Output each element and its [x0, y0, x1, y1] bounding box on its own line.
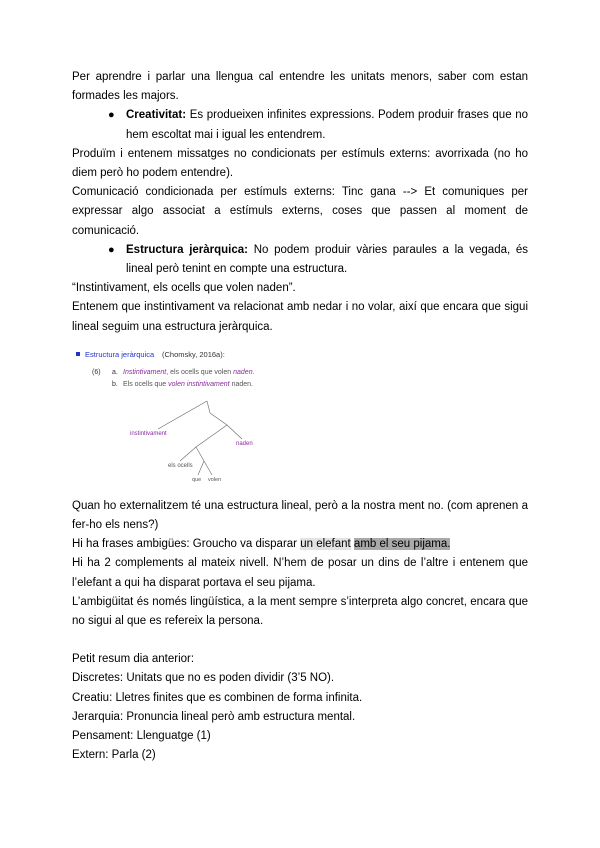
bullet-text: No podem produir vàries paraules a la vegada, és lineal però tenint en compte una estructura.: [126, 243, 529, 276]
example-a-sentence: [123, 369, 255, 376]
resum-item-jerarquia: Jerarquia: Pronuncia lineal però amb estructura mental.: [72, 710, 356, 723]
example-b-end: naden.: [229, 380, 253, 388]
resum-title: Petit resum dia anterior:: [72, 653, 195, 666]
example-b-italic: volen instintivament: [168, 380, 230, 388]
figure-label: Estructura jeràrquica: [85, 349, 155, 359]
highlight-un-elefant: un elefant: [300, 538, 351, 551]
ambiguitat-paragraph: L’ambigüitat és només lingüística, a la ment sempre s’interpreta algo concret, encara que no sigui al que es refereix la persona.: [72, 595, 528, 628]
bullet-dot-icon: ●: [108, 109, 115, 122]
resum-item-pensament: Pensament: Llenguatge (1): [72, 730, 211, 743]
example-a-italic: Instintivament: [123, 368, 167, 376]
example-b-letter: b.: [112, 380, 118, 388]
paragraph-gap: [72, 631, 528, 650]
bullet-term: Estructura jeràrquica:: [126, 243, 249, 256]
example-b-sentence: [123, 381, 253, 388]
resum-item-extern: Extern: Parla (2): [72, 749, 156, 762]
entenem-paragraph: Entenem que instintivament va relacionat amb nedar i no volar, així que encara que sigui lineal seguim una estructura jeràrquica.: [72, 301, 528, 333]
highlight-amb-el-seu-pijama: amb el seu pijama.: [353, 538, 451, 551]
tree-figure: [72, 343, 528, 491]
bullet-dot-icon: ●: [108, 243, 115, 256]
resum-item-discretes: Discretes: Unitats que no es poden dividir (3’5 NO).: [72, 672, 335, 685]
example-a-letter: a.: [112, 368, 118, 376]
complements-paragraph: Hi ha 2 complements al mateix nivell. N’hem de posar un dins de l’altre i entenem que l’elefant a qui ha disparat portava el seu pijama.: [72, 557, 528, 589]
example-a-plain: , els ocells que volen: [166, 368, 234, 376]
comunicacio-paragraph: Comunicació condicionada per estímuls externs: Tinc gana --> Et comuniques per expressar algo associat a estímuls externs, coses que passen al moment de comunicació.: [72, 186, 528, 237]
figure-bullet-icon: [76, 352, 80, 356]
intro-paragraph: Per aprendre i parlar una llengua cal entendre les unitats menors, saber com estan formades les majors.: [72, 71, 528, 103]
document-page: [72, 68, 528, 765]
ambiguous-sentence-paragraph: [72, 535, 528, 554]
bullet-text: Es produeixen infinites expressions. Podem produir frases que no hem escoltat mai i igual les entendrem.: [126, 109, 528, 141]
figure-citation: (Chomsky, 2016a):: [162, 349, 225, 359]
tree-label-volen: volen: [208, 476, 222, 483]
bullet-estructura: [72, 241, 528, 279]
resum-item-creatiu: Creatiu: Lletres finites que es combinen de forma infinita.: [72, 691, 363, 704]
produim-paragraph: Produïm i entenem missatges no condicionats per estímuls externs: avorrixada (no ho diem però ho podem entendre).: [72, 147, 528, 180]
tree-label-naden: naden: [236, 440, 253, 447]
example-a-end: naden.: [233, 368, 255, 376]
bullet-creativitat: [72, 106, 528, 144]
quote-paragraph: “Instintivament, els ocells que volen naden”.: [72, 282, 296, 295]
tree-label-que: que: [192, 476, 202, 483]
tree-label-els-ocells: els ocells: [168, 462, 193, 469]
externalitzem-paragraph: Quan ho externalitzem té una estructura lineal, però a la nostra ment no. (com aprenen a fer-ho els nens?): [72, 499, 528, 532]
example-number: (6): [92, 368, 101, 376]
ambiguous-intro: Hi ha frases ambigües: Groucho va disparar: [72, 538, 301, 551]
tree-label-instintivament: instintivament: [130, 430, 167, 437]
tree-diagram: [72, 343, 528, 491]
bullet-term: Creativitat:: [126, 109, 187, 122]
example-b-plain: Els ocells que: [123, 380, 169, 388]
